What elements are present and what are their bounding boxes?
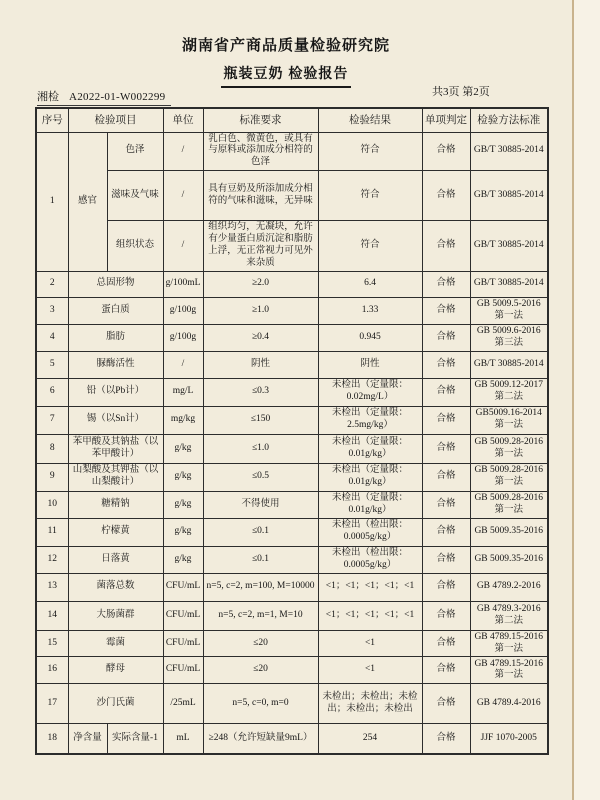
seq-cell: 6 — [36, 378, 68, 406]
page-edge-strip — [574, 0, 600, 800]
result-cell: 未检出（定量限：0.01g/kg） — [318, 434, 422, 463]
unit-cell: g/100g — [163, 297, 203, 324]
result-cell: 未检出（检出限：0.0005g/kg） — [318, 518, 422, 546]
judgment-cell: 合格 — [422, 324, 470, 351]
method-cell: GB 5009.5-2016第一法 — [470, 297, 548, 324]
item-cell: 酵母 — [68, 657, 163, 684]
report-code-number: A2022-01-W002299 — [69, 91, 166, 103]
method-cell: GB 4789.4-2016 — [470, 684, 548, 724]
unit-cell: / — [163, 351, 203, 378]
result-cell: 254 — [318, 724, 422, 754]
requirement-cell: 组织均匀，无凝块，允许有少量蛋白质沉淀和脂肪上浮，无正常视力可见外来杂质 — [203, 221, 318, 272]
result-cell: 符合 — [318, 171, 422, 221]
col-header-method: 检验方法标准 — [470, 108, 548, 132]
col-header-requirement: 标准要求 — [203, 108, 318, 132]
seq-cell: 7 — [36, 406, 68, 434]
unit-cell: mg/kg — [163, 406, 203, 434]
method-cell: JJF 1070-2005 — [470, 724, 548, 754]
col-header-result: 检验结果 — [318, 108, 422, 132]
seq-cell: 12 — [36, 546, 68, 573]
judgment-cell: 合格 — [422, 132, 470, 171]
col-header-unit: 单位 — [163, 108, 203, 132]
result-cell: <1；<1；<1；<1；<1 — [318, 573, 422, 601]
requirement-cell: 乳白色、微黄色，或具有与原料或添加成分相符的色泽 — [203, 132, 318, 171]
item-cell: 糖精钠 — [68, 491, 163, 518]
table-row — [36, 351, 548, 378]
requirement-cell: ≤0.5 — [203, 463, 318, 491]
table-row — [36, 171, 548, 221]
table-row — [36, 630, 548, 657]
table-row — [36, 221, 548, 272]
item-cell: 总固形物 — [68, 271, 163, 297]
seq-cell: 17 — [36, 684, 68, 724]
item-cell: 大肠菌群 — [68, 601, 163, 630]
unit-cell: CFU/mL — [163, 573, 203, 601]
judgment-cell: 合格 — [422, 518, 470, 546]
requirement-cell: ≥1.0 — [203, 297, 318, 324]
judgment-cell: 合格 — [422, 351, 470, 378]
item-cell: 霉菌 — [68, 630, 163, 657]
method-cell: GB5009.16-2014第一法 — [470, 406, 548, 434]
requirement-cell: n=5, c=2, m=1, M=10 — [203, 601, 318, 630]
table-row — [36, 132, 548, 171]
subitem-cell: 组织状态 — [107, 221, 163, 272]
table-row — [36, 546, 548, 573]
seq-cell: 3 — [36, 297, 68, 324]
unit-cell: /25mL — [163, 684, 203, 724]
result-cell: 1.33 — [318, 297, 422, 324]
unit-cell: CFU/mL — [163, 601, 203, 630]
judgment-cell: 合格 — [422, 271, 470, 297]
unit-cell: g/kg — [163, 518, 203, 546]
table-row — [36, 491, 548, 518]
table-row — [36, 463, 548, 491]
seq-cell: 15 — [36, 630, 68, 657]
requirement-cell: 阴性 — [203, 351, 318, 378]
requirement-cell: 具有豆奶及所添加成分相符的气味和滋味，无异味 — [203, 171, 318, 221]
result-cell: 符合 — [318, 132, 422, 171]
result-cell: 未检出；未检出；未检出；未检出；未检出 — [318, 684, 422, 724]
judgment-cell: 合格 — [422, 601, 470, 630]
report-code — [37, 88, 171, 106]
method-cell: GB 4789.15-2016第一法 — [470, 630, 548, 657]
result-cell: 阴性 — [318, 351, 422, 378]
requirement-cell: ≤0.1 — [203, 518, 318, 546]
unit-cell: mL — [163, 724, 203, 754]
table-row — [36, 324, 548, 351]
item-cell: 柠檬黄 — [68, 518, 163, 546]
item-cell: 苯甲酸及其钠盐（以苯甲酸计） — [68, 434, 163, 463]
unit-cell: g/kg — [163, 491, 203, 518]
method-cell: GB 5009.35-2016 — [470, 546, 548, 573]
item-cell: 日落黄 — [68, 546, 163, 573]
judgment-cell: 合格 — [422, 297, 470, 324]
requirement-cell: ≥2.0 — [203, 271, 318, 297]
method-cell: GB 4789.2-2016 — [470, 573, 548, 601]
item-cell: 脲酶活性 — [68, 351, 163, 378]
seq-cell: 1 — [36, 132, 68, 271]
method-cell: GB 4789.15-2016第一法 — [470, 657, 548, 684]
method-cell: GB 5009.6-2016第三法 — [470, 324, 548, 351]
seq-cell: 18 — [36, 724, 68, 754]
table-row — [36, 434, 548, 463]
requirement-cell: ≥248（允许短缺量9mL） — [203, 724, 318, 754]
method-cell: GB 5009.28-2016 第一法 — [470, 463, 548, 491]
judgment-cell: 合格 — [422, 171, 470, 221]
judgment-cell: 合格 — [422, 657, 470, 684]
result-cell: <1 — [318, 657, 422, 684]
item-cell: 菌落总数 — [68, 573, 163, 601]
result-cell: 符合 — [318, 221, 422, 272]
unit-cell: g/kg — [163, 463, 203, 491]
requirement-cell: 不得使用 — [203, 491, 318, 518]
col-header-judgment: 单项判定 — [422, 108, 470, 132]
seq-cell: 9 — [36, 463, 68, 491]
unit-cell: / — [163, 221, 203, 272]
result-cell: 未检出（定量限：0.02mg/L） — [318, 378, 422, 406]
seq-cell: 5 — [36, 351, 68, 378]
item-cell: 山梨酸及其钾盐（以山梨酸计） — [68, 463, 163, 491]
method-cell: GB 5009.35-2016 — [470, 518, 548, 546]
table-row — [36, 601, 548, 630]
item-cell: 铅（以Pb计） — [68, 378, 163, 406]
table-row — [36, 271, 548, 297]
inspection-table — [35, 107, 549, 755]
unit-cell: CFU/mL — [163, 630, 203, 657]
report-code-prefix: 湘检 — [37, 91, 59, 103]
subitem-cell: 滋味及气味 — [107, 171, 163, 221]
requirement-cell: ≤0.1 — [203, 546, 318, 573]
seq-cell: 16 — [36, 657, 68, 684]
result-cell: 未检出（定量限：0.01g/kg） — [318, 491, 422, 518]
method-cell: GB/T 30885-2014 — [470, 221, 548, 272]
unit-cell: g/100g — [163, 324, 203, 351]
unit-cell: CFU/mL — [163, 657, 203, 684]
seq-cell: 14 — [36, 601, 68, 630]
method-cell: GB 5009.12-2017 第二法 — [470, 378, 548, 406]
table-row — [36, 297, 548, 324]
table-row — [36, 657, 548, 684]
seq-cell: 8 — [36, 434, 68, 463]
requirement-cell: ≥0.4 — [203, 324, 318, 351]
table-row — [36, 518, 548, 546]
table-header-row — [36, 108, 548, 132]
subitem-cell: 实际含量-1 — [107, 724, 163, 754]
judgment-cell: 合格 — [422, 684, 470, 724]
result-cell: 未检出（检出限：0.0005g/kg） — [318, 546, 422, 573]
seq-cell: 4 — [36, 324, 68, 351]
method-cell: GB 4789.3-2016第二法 — [470, 601, 548, 630]
judgment-cell: 合格 — [422, 434, 470, 463]
method-cell: GB/T 30885-2014 — [470, 271, 548, 297]
judgment-cell: 合格 — [422, 378, 470, 406]
org-title: 湖南省产商品质量检验研究院 — [181, 37, 390, 54]
judgment-cell: 合格 — [422, 630, 470, 657]
method-cell: GB/T 30885-2014 — [470, 132, 548, 171]
table-row — [36, 684, 548, 724]
unit-cell: mg/L — [163, 378, 203, 406]
requirement-cell: n=5, c=2, m=100, M=10000 — [203, 573, 318, 601]
method-cell: GB/T 30885-2014 — [470, 171, 548, 221]
result-cell: <1；<1；<1；<1；<1 — [318, 601, 422, 630]
judgment-cell: 合格 — [422, 546, 470, 573]
subitem-cell: 色泽 — [107, 132, 163, 171]
col-header-no: 序号 — [36, 108, 68, 132]
requirement-cell: ≤0.3 — [203, 378, 318, 406]
seq-cell: 11 — [36, 518, 68, 546]
group-cell: 净含量 — [68, 724, 107, 754]
unit-cell: g/kg — [163, 546, 203, 573]
table-row — [36, 724, 548, 754]
requirement-cell: ≤20 — [203, 630, 318, 657]
method-cell: GB/T 30885-2014 — [470, 351, 548, 378]
method-cell: GB 5009.28-2016 第一法 — [470, 491, 548, 518]
requirement-cell: ≤1.0 — [203, 434, 318, 463]
page-info: 共3页 第2页 — [432, 86, 490, 98]
unit-cell: / — [163, 132, 203, 171]
col-header-item: 检验项目 — [68, 108, 163, 132]
result-cell: 0.945 — [318, 324, 422, 351]
judgment-cell: 合格 — [422, 573, 470, 601]
report-title-text: 瓶装豆奶 检验报告 — [221, 63, 352, 88]
judgment-cell: 合格 — [422, 406, 470, 434]
group-cell: 感官 — [68, 132, 107, 271]
seq-cell: 2 — [36, 271, 68, 297]
table-row — [36, 378, 548, 406]
unit-cell: g/100mL — [163, 271, 203, 297]
result-cell: 未检出（定量限：2.5mg/kg） — [318, 406, 422, 434]
page-edge-line — [572, 0, 574, 800]
seq-cell: 13 — [36, 573, 68, 601]
requirement-cell: n=5, c=0, m=0 — [203, 684, 318, 724]
judgment-cell: 合格 — [422, 221, 470, 272]
judgment-cell: 合格 — [422, 463, 470, 491]
requirement-cell: ≤20 — [203, 657, 318, 684]
requirement-cell: ≤150 — [203, 406, 318, 434]
item-cell: 锡（以Sn计） — [68, 406, 163, 434]
result-cell: 6.4 — [318, 271, 422, 297]
item-cell: 脂肪 — [68, 324, 163, 351]
unit-cell: / — [163, 171, 203, 221]
result-cell: 未检出（定量限：0.01g/kg） — [318, 463, 422, 491]
judgment-cell: 合格 — [422, 724, 470, 754]
seq-cell: 10 — [36, 491, 68, 518]
judgment-cell: 合格 — [422, 491, 470, 518]
item-cell: 蛋白质 — [68, 297, 163, 324]
item-cell: 沙门氏菌 — [68, 684, 163, 724]
result-cell: <1 — [318, 630, 422, 657]
table-row — [36, 406, 548, 434]
unit-cell: g/kg — [163, 434, 203, 463]
table-row — [36, 573, 548, 601]
method-cell: GB 5009.28-2016 第一法 — [470, 434, 548, 463]
